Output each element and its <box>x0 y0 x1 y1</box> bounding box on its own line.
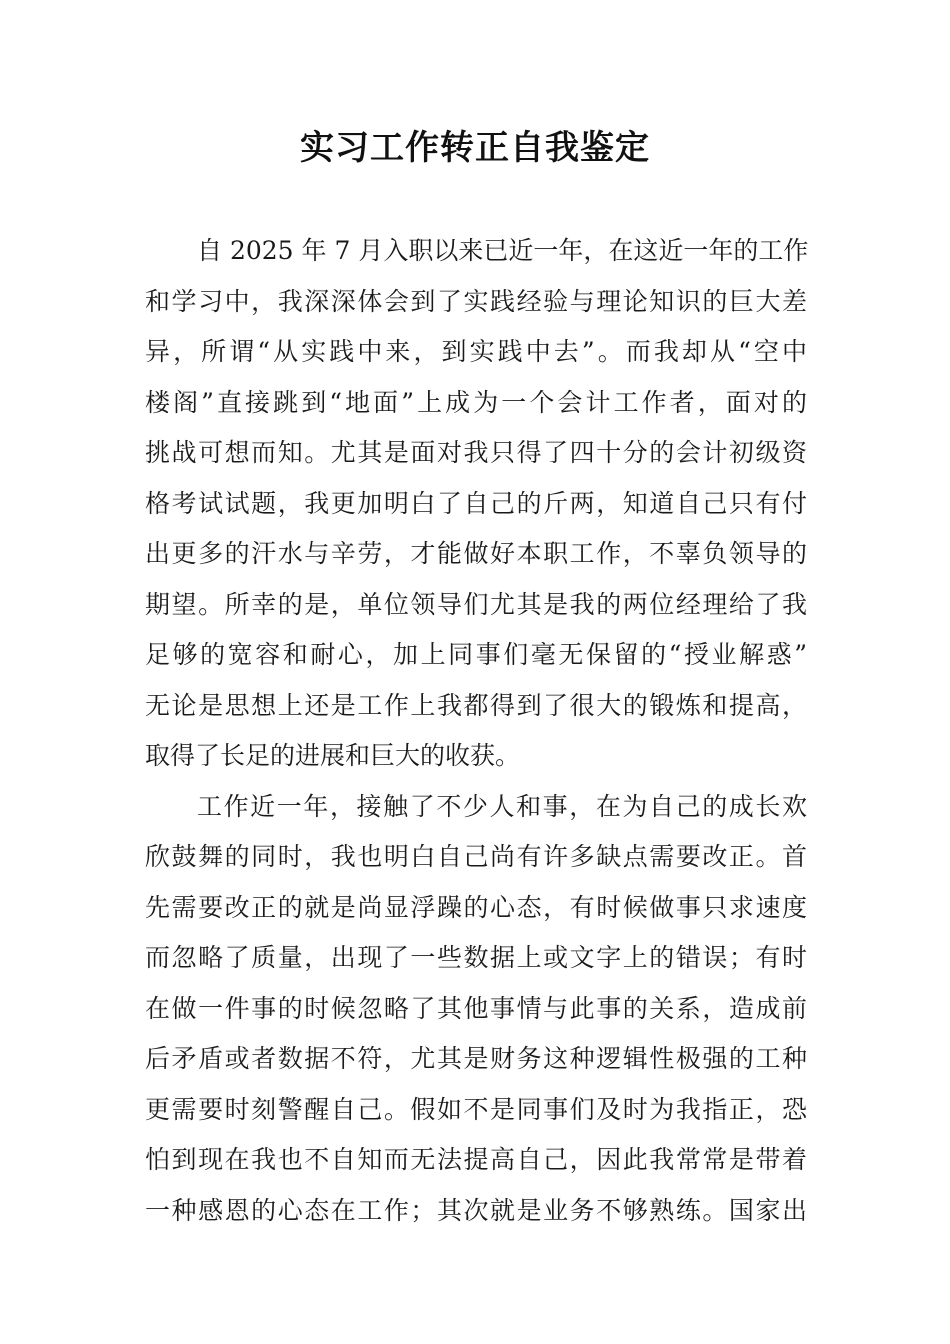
text-line: 出更多的汗水与辛劳，才能做好本职工作，不辜负领导的 <box>145 539 807 568</box>
text-line: 异，所谓“从实践中来，到实践中去”。而我却从“空中 <box>145 337 807 366</box>
text-line: 工作近一年，接触了不少人和事，在为自己的成长欢 <box>197 791 807 821</box>
text-line: 挑战可想而知。尤其是面对我只得了四十分的会计初级资 <box>145 438 807 467</box>
text-line: 而忽略了质量，出现了一些数据上或文字上的错误；有时 <box>145 943 807 972</box>
text-line: 怕到现在我也不自知而无法提高自己，因此我常常是带着 <box>145 1145 807 1174</box>
text-line: 格考试试题，我更加明白了自己的斤两，知道自己只有付 <box>145 488 807 518</box>
document-body <box>145 226 807 1236</box>
text-line: 一种感恩的心态在工作；其次就是业务不够熟练。国家出 <box>145 1195 807 1225</box>
text-line: 取得了长足的进展和巨大的收获。 <box>145 741 521 770</box>
text-line: 自 2025 年 7 月入职以来已近一年，在这近一年的工作 <box>197 236 809 265</box>
text-line: 楼阁”直接跳到“地面”上成为一个会计工作者，面对的 <box>145 387 807 417</box>
text-line: 欣鼓舞的同时，我也明白自己尚有许多缺点需要改正。首 <box>145 842 807 871</box>
text-line: 后矛盾或者数据不符，尤其是财务这种逻辑性极强的工种 <box>145 1044 807 1073</box>
text-line: 先需要改正的就是尚显浮躁的心态，有时候做事只求速度 <box>145 892 807 922</box>
text-line: 更需要时刻警醒自己。假如不是同事们及时为我指正，恐 <box>145 1094 807 1124</box>
text-line: 在做一件事的时候忽略了其他事情与此事的关系，造成前 <box>145 993 807 1023</box>
text-line: 期望。所幸的是，单位领导们尤其是我的两位经理给了我 <box>145 589 807 619</box>
text-line: 无论是思想上还是工作上我都得到了很大的锻炼和提高， <box>145 690 807 720</box>
document-title: 实习工作转正自我鉴定 <box>300 128 650 168</box>
text-line: 和学习中，我深深体会到了实践经验与理论知识的巨大差 <box>145 286 807 316</box>
text-line: 足够的宽容和耐心，加上同事们毫无保留的“授业解惑” <box>145 640 807 669</box>
